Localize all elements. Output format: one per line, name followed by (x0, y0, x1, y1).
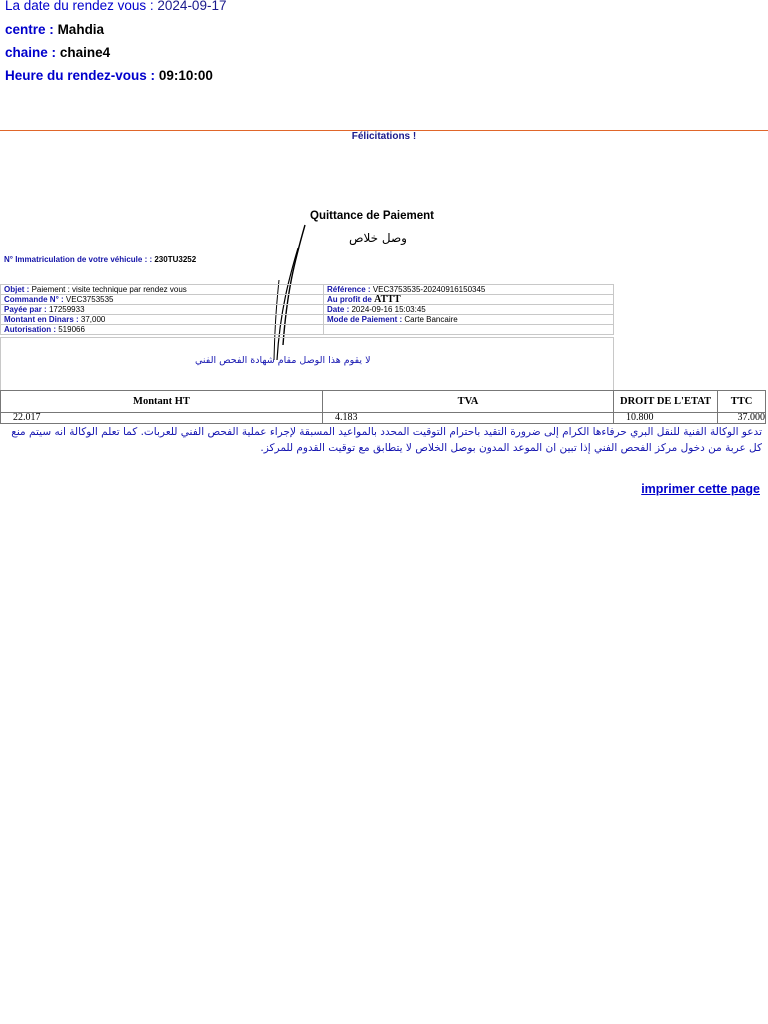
payee-value: 17259933 (48, 305, 85, 314)
table-row (1, 413, 766, 424)
reference-label: Référence : (327, 285, 371, 294)
table-row (1, 295, 614, 305)
heure-line (5, 68, 213, 83)
autorisation-label: Autorisation : (4, 325, 56, 334)
objet-label: Objet : (4, 285, 30, 294)
reference-value: VEC3753535-20240916150345 (372, 285, 486, 294)
montant-label: Montant en Dinars : (4, 315, 79, 324)
date-label: Date : (327, 305, 350, 314)
table-header-row (1, 391, 766, 413)
autorisation-cell (1, 325, 324, 335)
table-row (1, 315, 614, 325)
payee-cell (1, 305, 324, 315)
reference-cell (324, 285, 614, 295)
date-cell (324, 305, 614, 315)
amounts-table (0, 390, 766, 424)
print-page-link[interactable]: imprimer cette page (641, 482, 760, 496)
commande-value: VEC3753535 (65, 295, 114, 304)
date-separator: : (149, 0, 154, 13)
centre-value: Mahdia (57, 22, 105, 37)
mode-value: Carte Bancaire (404, 315, 458, 324)
table-row (1, 325, 614, 335)
header-ttc: TTC (718, 391, 766, 413)
commande-label: Commande N° : (4, 295, 64, 304)
date-value: 2024-09-16 15:03:45 (351, 305, 426, 314)
profit-value: ATTT (374, 294, 401, 305)
chaine-line (5, 45, 110, 60)
heure-value: 09:10:00 (158, 68, 213, 83)
receipt-title-fr: Quittance de Paiement (310, 210, 434, 222)
congratulations-text: Félicitations ! (351, 131, 417, 142)
profit-label: Au profit de (327, 295, 372, 304)
chaine-value: chaine4 (59, 45, 111, 60)
value-droit-etat: 10.800 (614, 413, 718, 424)
chaine-separator: : (51, 45, 57, 60)
montant-cell (1, 315, 324, 325)
centre-line (5, 22, 104, 37)
appointment-date-line (5, 0, 226, 13)
note-box (0, 337, 614, 391)
table-row (1, 305, 614, 315)
objet-cell (1, 285, 324, 295)
chaine-label: chaine (5, 45, 48, 60)
immatriculation-line (4, 255, 196, 264)
value-ttc: 37.000 (718, 413, 766, 424)
appointment-date-value: 2024-09-17 (157, 0, 227, 13)
profit-cell (324, 295, 614, 305)
commande-cell (1, 295, 324, 305)
payee-label: Payée par : (4, 305, 47, 314)
header-montant-ht: Montant HT (1, 391, 323, 413)
centre-separator: : (49, 22, 54, 37)
instructions-paragraph-ar: تدعو الوكالة الفنية للنقل البري حرفاءها الكرام إلى ضرورة التقيد باحترام التوقيت المحدد بالمواعيد المسبقة لإجراء عملية الفحص الفني للعربات. كما تعلم الوكالة انه سيتم منع كل عربة من دخول مركز الفحص الفني إذا تبين ان الموعد المدون بوصل الخلاص لا يتطابق مع توقيت القدوم للمركز. (11, 426, 762, 454)
montant-value: 37,000 (80, 315, 106, 324)
value-montant-ht: 22.017 (1, 413, 323, 424)
payment-info-table (0, 284, 614, 335)
header-tva: TVA (323, 391, 614, 413)
empty-cell (324, 325, 614, 335)
autorisation-value: 519066 (58, 325, 85, 334)
receipt-disclaimer-ar: لا يقوم هذا الوصل مقام شهادة الفحص الفني (195, 355, 371, 366)
table-row (1, 285, 614, 295)
appointment-date-label: La date du rendez vous (5, 0, 147, 13)
objet-value: Paiement : visite technique par rendez vous (31, 285, 187, 294)
centre-label: centre (5, 22, 46, 37)
heure-separator: : (150, 68, 156, 83)
mode-cell (324, 315, 614, 325)
mode-label: Mode de Paiement : (327, 315, 403, 324)
heure-label: Heure du rendez-vous (5, 68, 147, 83)
header-droit-etat: DROIT DE L'ETAT (614, 391, 718, 413)
immatriculation-label: N° Immatriculation de votre véhicule : : (4, 255, 153, 264)
receipt-title-ar: وصل خلاص (349, 231, 407, 245)
immatriculation-value: 230TU3252 (154, 255, 197, 264)
value-tva: 4.183 (323, 413, 614, 424)
